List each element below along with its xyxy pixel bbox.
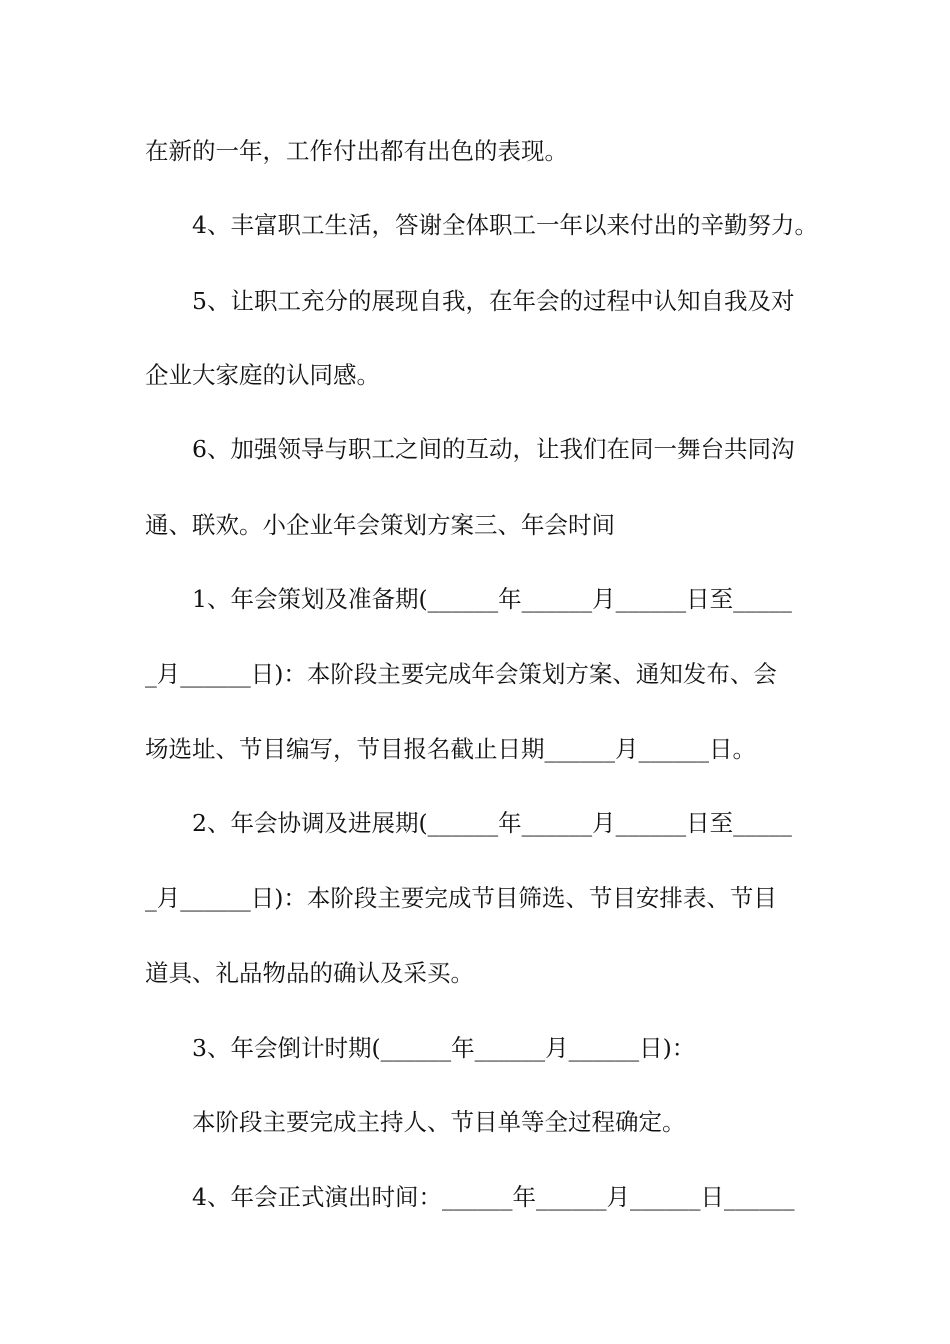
text-line-13: 3、年会倒计时期(______年______月______日)： bbox=[192, 1034, 696, 1062]
text-line-4: 企业大家庭的认同感。 bbox=[145, 361, 380, 389]
text-line-8: _月______日)：本阶段主要完成年会策划方案、通知发布、会 bbox=[145, 660, 777, 688]
text-line-6: 通、联欢。小企业年会策划方案三、年会时间 bbox=[145, 511, 615, 539]
text-line-5: 6、加强领导与职工之间的互动，让我们在同一舞台共同沟 bbox=[192, 435, 795, 463]
text-line-15: 4、年会正式演出时间：______年______月______日______ bbox=[192, 1183, 795, 1211]
text-line-12: 道具、礼品物品的确认及采买。 bbox=[145, 959, 474, 987]
text-line-7: 1、年会策划及准备期(______年______月______日至_____ bbox=[192, 585, 792, 613]
text-line-11: _月______日)：本阶段主要完成节目筛选、节目安排表、节目 bbox=[145, 884, 777, 912]
text-line-14: 本阶段主要完成主持人、节目单等全过程确定。 bbox=[192, 1108, 686, 1136]
text-line-3: 5、让职工充分的展现自我，在年会的过程中认知自我及对 bbox=[192, 287, 795, 315]
text-line-2: 4、丰富职工生活，答谢全体职工一年以来付出的辛勤努力。 bbox=[192, 211, 818, 239]
text-line-1: 在新的一年，工作付出都有出色的表现。 bbox=[145, 137, 568, 165]
text-line-9: 场选址、节目编写，节目报名截止日期______月______日。 bbox=[145, 735, 756, 763]
text-line-10: 2、年会协调及进展期(______年______月______日至_____ bbox=[192, 809, 792, 837]
